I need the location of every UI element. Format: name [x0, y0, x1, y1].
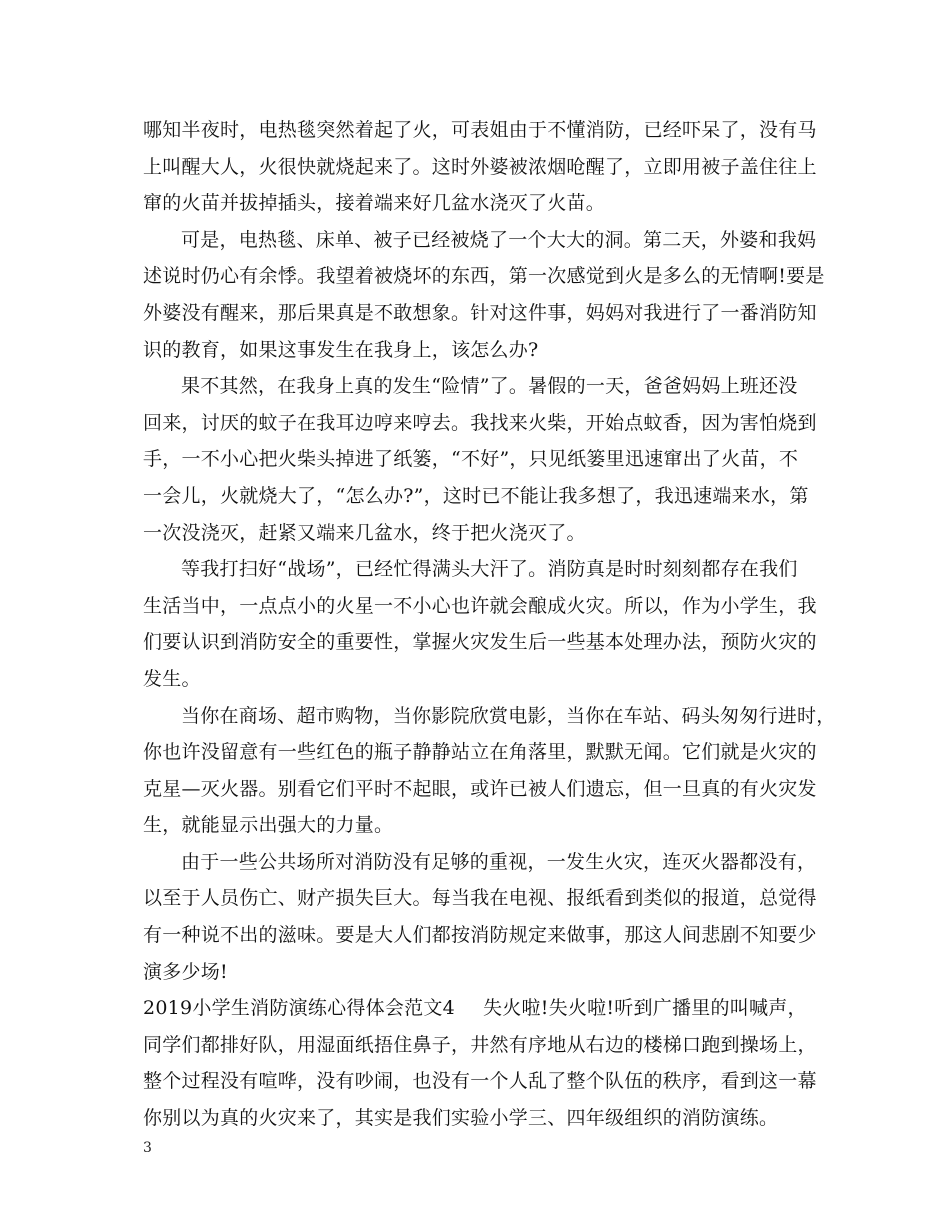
text-line: 生活当中，一点点小的火星一不小心也许就会酿成火灾。所以，作为小学生，我: [143, 594, 817, 617]
text-line: 回来，讨厌的蚊子在我耳边哼来哼去。我找来火柴，开始点蚊香，因为害怕烧到: [143, 411, 817, 434]
paragraph-start-line: 可是，电热毯、床单、被子已经被烧了一个大大的洞。第二天，外婆和我妈: [181, 228, 817, 251]
paragraph-start-line: 果不其然，在我身上真的发生“险情”了。暑假的一天，爸爸妈妈上班还没: [181, 375, 798, 398]
text-line: 一次没浇灭，赶紧又端来几盆水，终于把火浇灭了。: [143, 521, 586, 544]
text-line: 整个过程没有喧哗，没有吵闹，也没有一个人乱了整个队伍的秩序，看到这一幕: [143, 1070, 817, 1093]
text-line: 哪知半夜时，电热毯突然着起了火，可表姐由于不懂消防，已经吓呆了，没有马: [143, 119, 817, 141]
text-line: 上叫醒大人，火很快就烧起来了。这时外婆被浓烟呛醒了，立即用被子盖住往上: [143, 155, 817, 178]
page-number: 3: [143, 1140, 152, 1156]
section-heading-line: [143, 990, 823, 1027]
text-line: 生，就能显示出强大的力量。: [143, 814, 394, 837]
section-heading: 2019小学生消防演练心得体会范文4: [143, 997, 455, 1020]
text-line: 以至于人员伤亡、财产损失巨大。每当我在电视、报纸看到类似的报道，总觉得: [143, 887, 817, 910]
section-first-line: 失火啦!失火啦!听到广播里的叫喊声，: [482, 997, 807, 1020]
text-line: 你别以为真的火灾来了，其实是我们实验小学三、四年级组织的消防演练。: [143, 1107, 779, 1130]
paragraph-start-line: 等我打扫好“战场”，已经忙得满头大汗了。消防真是时时刻刻都存在我们: [181, 558, 798, 581]
text-line: 克星—灭火器。别看它们平时不起眼，或许已被人们遗忘，但一旦真的有火灾发: [143, 777, 817, 800]
text-line: 演多少场!: [143, 960, 228, 983]
text-line: 外婆没有醒来，那后果真是不敢想象。针对这件事，妈妈对我进行了一番消防知: [143, 301, 817, 324]
text-line: 一会儿，火就烧大了，“怎么办?”，这时已不能让我多想了，我迅速端来水，第: [143, 484, 809, 507]
text-line: 手，一不小心把火柴头掉进了纸篓，“不好”，只见纸篓里迅速窜出了火苗，不: [143, 448, 799, 471]
text-line: 你也许没留意有一些红色的瓶子静静站立在角落里，默默无闻。它们就是火灾的: [143, 741, 817, 764]
paragraph-start-line: 当你在商场、超市购物，当你影院欣赏电影，当你在车站、码头匆匆行进时，: [181, 704, 836, 727]
text-line: 发生。: [143, 667, 201, 690]
text-line: 们要认识到消防安全的重要性，掌握火灾发生后一些基本处理办法，预防火灾的: [143, 631, 817, 654]
text-line: 述说时仍心有余悸。我望着被烧坏的东西，第一次感觉到火是多么的无情啊!要是: [143, 265, 825, 288]
document-body: [143, 112, 836, 1137]
text-line: 识的教育，如果这事发生在我身上，该怎么办?: [143, 338, 539, 361]
text-line: 有一种说不出的滋味。要是大人们都按消防规定来做事，那这人间悲剧不知要少: [143, 924, 817, 947]
text-line: 窜的火苗并拔掉插头，接着端来好几盆水浇灭了火苗。: [143, 192, 606, 215]
text-line: 同学们都排好队，用湿面纸捂住鼻子，井然有序地从右边的楼梯口跑到操场上，: [143, 1033, 817, 1056]
paragraph-start-line: 由于一些公共场所对消防没有足够的重视，一发生火灾，连灭火器都没有，: [181, 850, 817, 873]
